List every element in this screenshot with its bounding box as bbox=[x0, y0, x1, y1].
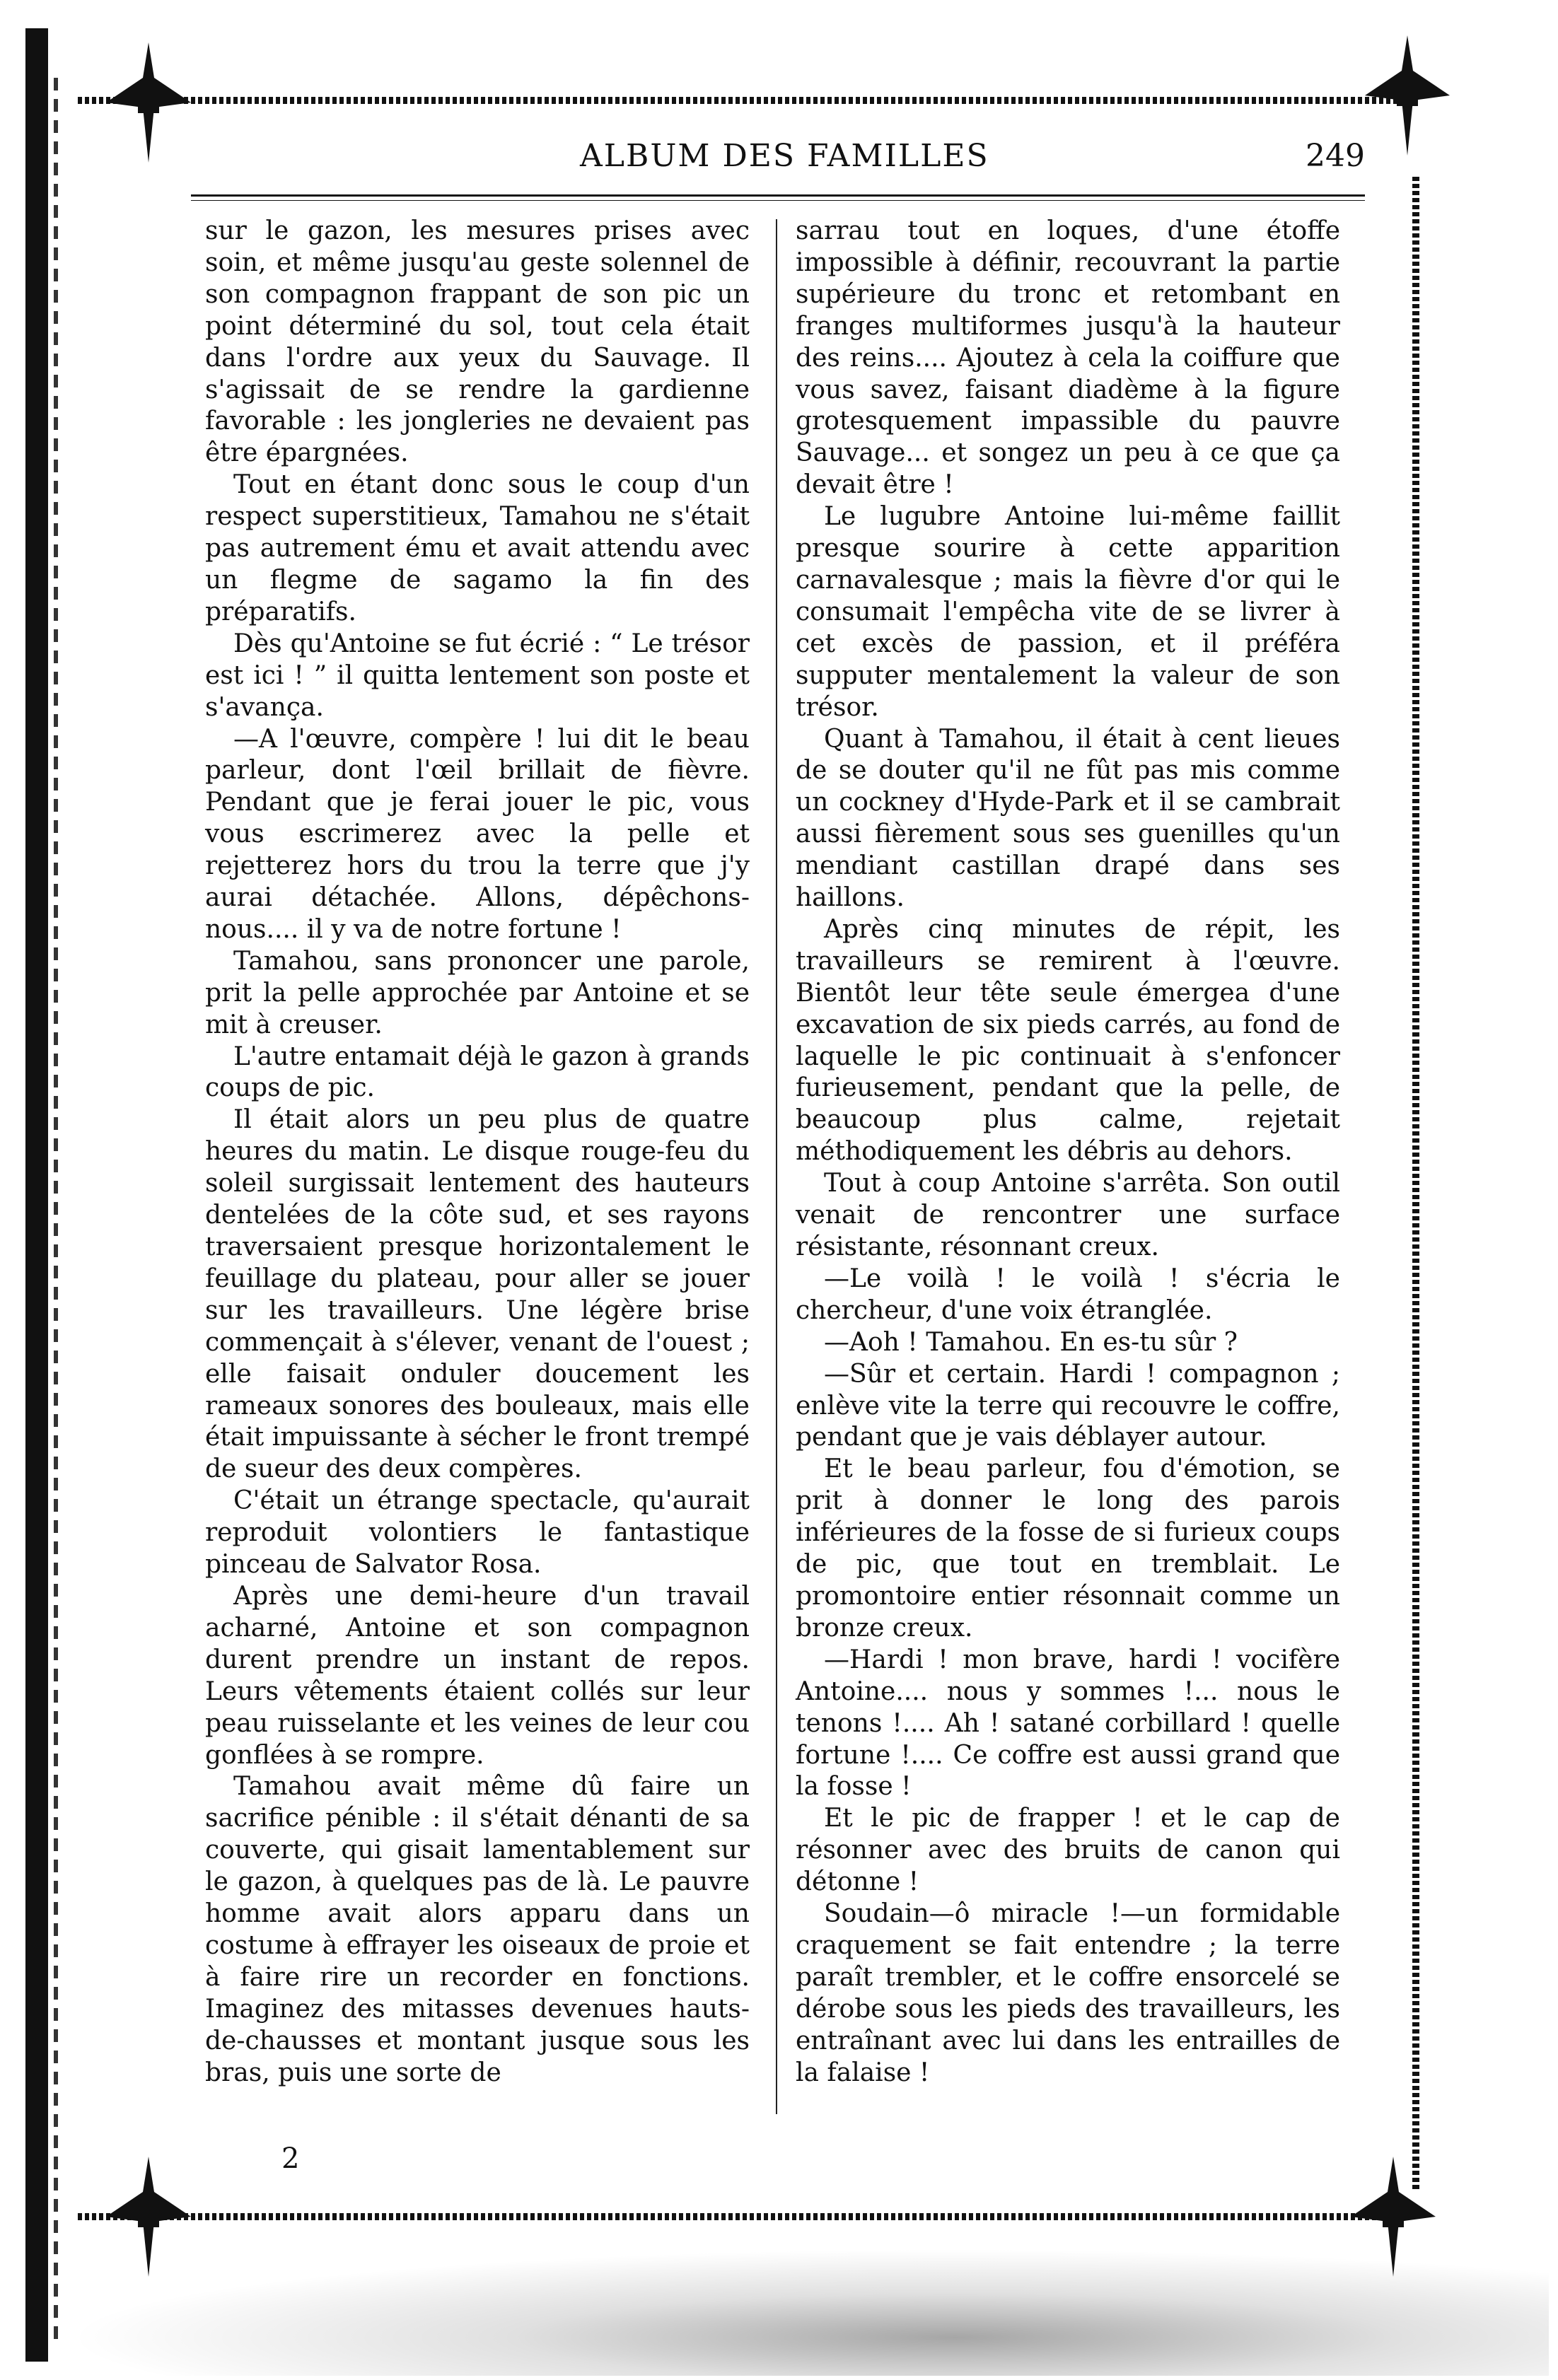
paragraph: Il était alors un peu plus de quatre heures du matin. Le disque rouge-feu du soleil surgissait lentement des hauteurs dentelées de la côte sud, et ses rayons traversaient presque horizontalement le feuillage du plateau, pour aller se jouer sur les travailleurs. Une légère brise commençait à s'élever, venant de l'ouest ; elle faisait onduler doucement les rameaux sonores des bouleaux, mais elle était impuissante à sécher le front trempé de sueur des deux compères. bbox=[205, 1105, 750, 1484]
paragraph: sarrau tout en loques, d'une étoffe impossible à définir, recouvrant la partie supérieure du tronc et retombant en franges multiformes jusqu'à la hauteur des reins.... Ajoutez à cela la coiffure que vous savez, faisant diadème à la figure grotesquement impassible du pauvre Sauvage... et songez un peu à ce que ça devait être ! bbox=[796, 216, 1340, 500]
paragraph: L'autre entamait déjà le gazon à grands coups de pic. bbox=[205, 1042, 750, 1103]
right-ornamental-rule bbox=[1412, 177, 1419, 2192]
column-divider bbox=[776, 219, 777, 2114]
paragraph: —Le voilà ! le voilà ! s'écria le chercheur, d'une voix étranglée. bbox=[796, 1264, 1340, 1325]
paragraph: C'était un étrange spectacle, qu'aurait reproduit volontiers le fantastique pinceau de Salvator Rosa. bbox=[205, 1486, 750, 1580]
header-double-rule bbox=[191, 194, 1365, 201]
paragraph: Après une demi-heure d'un travail acharné, Antoine et son compagnon durent prendre un instant de repos. Leurs vêtements étaient collés sur leur peau ruisselante et les veines de leur cou gonflées à se rompre. bbox=[205, 1581, 750, 1770]
paragraph: Tout en étant donc sous le coup d'un respect superstitieux, Tamahou ne s'était pas autrement ému et avait attendu avec un flegme de sagamo la fin des préparatifs. bbox=[205, 470, 750, 626]
paragraph: —Sûr et certain. Hardi ! compagnon ; enlève vite la terre qui recouvre le coffre, pendant que je vais déblayer autour. bbox=[796, 1359, 1340, 1452]
paragraph: Et le pic de frapper ! et le cap de résonner avec des bruits de canon qui détonne ! bbox=[796, 1804, 1340, 1897]
bottom-ornamental-rule bbox=[78, 2213, 1400, 2220]
right-text-column bbox=[796, 216, 1340, 2089]
paragraph: Dès qu'Antoine se fut écrié : “ Le trésor est ici ! ” il quitta lentement son poste et s'avança. bbox=[205, 629, 750, 722]
paragraph: sur le gazon, les mesures prises avec soin, et même jusqu'au geste solennel de son compagnon frappant de son pic un point déterminé du sol, tout cela était dans l'ordre aux yeux du Sauvage. Il s'agissait de se rendre la gardienne favorable : les jongleries ne devaient pas être épargnées. bbox=[205, 216, 750, 468]
paragraph: —Aoh ! Tamahou. En es-tu sûr ? bbox=[824, 1327, 1238, 1357]
paragraph: —A l'œuvre, compère ! lui dit le beau parleur, dont l'œil brillait de fièvre. Pendant que je ferai jouer le pic, vous vous escrimerez avec la pelle et rejetterez hors du trou la terre que j'y aurai détachée. Allons, dépêchons-nous.... il y va de notre fortune ! bbox=[205, 724, 750, 944]
paragraph: Après cinq minutes de répit, les travailleurs se remirent à l'œuvre. Bientôt leur tête seule émergea d'une excavation de six pieds carrés, au fond de laquelle le pic continuait à s'enfoncer furieusement, pendant que la pelle, de beaucoup plus calme, rejetait méthodiquement les débris au dehors. bbox=[796, 914, 1340, 1167]
paragraph: Soudain—ô miracle !—un formidable craquement se fait entendre ; la terre paraît trembler, et le coffre ensorcelé se dérobe sous les pieds des travailleurs, les entraînant avec lui dans les entrailles de la falaise ! bbox=[796, 1899, 1340, 2087]
paragraph: Et le beau parleur, fou d'émotion, se prit à donner le long des parois inférieures de la fosse de si furieux coups de pic, que tout en tremblait. Le promontoire entier résonnait comme un bronze creux. bbox=[796, 1454, 1340, 1643]
page-spine-dotted-edge bbox=[54, 78, 58, 2340]
paragraph: Le lugubre Antoine lui-même faillit presque sourire à cette apparition carnavalesque ; mais la fièvre d'or qui le consumait l'empêcha vite de se livrer à cet excès de passion, et il préféra supputer mentalement la valeur de son trésor. bbox=[796, 502, 1340, 722]
paragraph: Tout à coup Antoine s'arrêta. Son outil venait de rencontrer une surface résistante, résonnant creux. bbox=[796, 1169, 1340, 1261]
signature-mark: 2 bbox=[281, 2142, 300, 2175]
page-header bbox=[191, 138, 1365, 194]
top-left-fleuron-icon bbox=[106, 42, 191, 163]
top-ornamental-rule bbox=[78, 97, 1400, 104]
left-text-column bbox=[205, 216, 750, 2089]
paragraph: Quant à Tamahou, il était à cent lieues de se douter qu'il ne fût pas mis comme un cockney d'Hyde-Park et il se cambrait aussi fièrement sous ses guenilles qu'un mendiant castillan drapé dans ses haillons. bbox=[796, 724, 1340, 913]
running-title: ALBUM DES FAMILLES bbox=[580, 138, 989, 174]
page-number: 249 bbox=[1306, 138, 1365, 174]
paragraph: Tamahou, sans prononcer une parole, prit la pelle approchée par Antoine et se mit à creuser. bbox=[205, 946, 750, 1039]
print-smudge bbox=[64, 2248, 1549, 2376]
paragraph: Tamahou avait même dû faire un sacrifice pénible : il s'était dénanti de sa couverte, qui gisait lamentablement sur le gazon, à quelques pas de là. Le pauvre homme avait alors apparu dans un costume à effrayer les oiseaux de proie et à faire rire un recorder en fonctions. Imaginez des mitasses devenues hauts-de-chausses et montant jusque sous les bras, puis une sorte de bbox=[205, 1772, 750, 2087]
paragraph: —Hardi ! mon brave, hardi ! vocifère Antoine.... nous y sommes !... nous le tenons !.... Ah ! satané corbillard ! quelle fortune !.... Ce coffre est aussi grand que la fosse ! bbox=[796, 1645, 1340, 1802]
top-right-fleuron-icon bbox=[1365, 35, 1450, 156]
page-spine-border bbox=[25, 28, 48, 2362]
